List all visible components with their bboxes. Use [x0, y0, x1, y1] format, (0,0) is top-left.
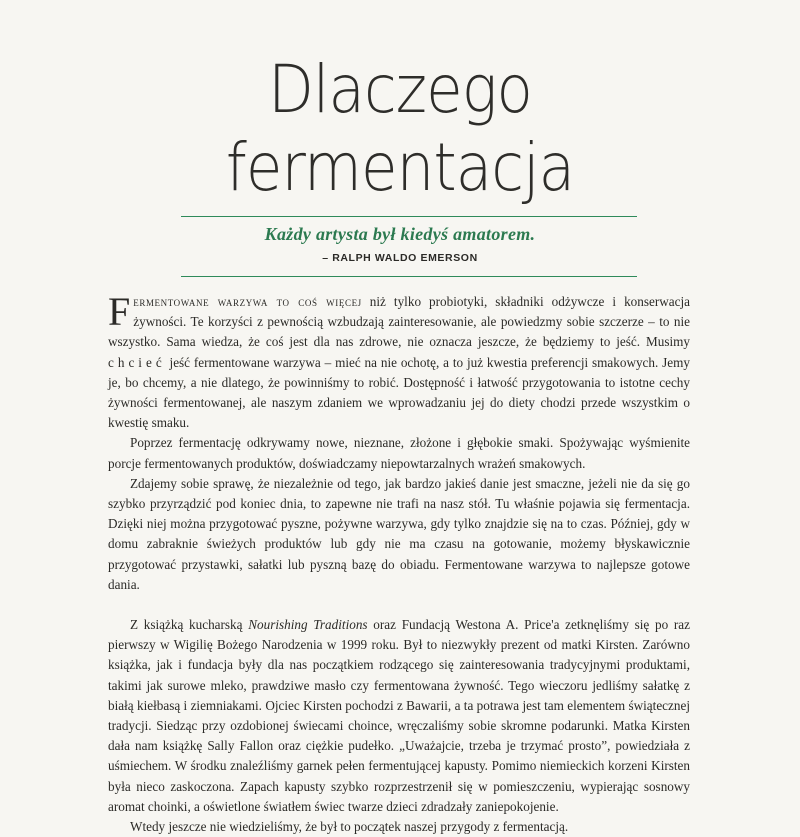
epigraph-bottom-rule [181, 276, 637, 277]
paragraph-5: Wtedy jeszcze nie wiedzieliśmy, że był to początek naszej przygody z fermentacją. [130, 819, 569, 835]
paragraph-1-text-a: niż tylko probiotyki, składniki odżywcze i konserwacja żywności. Te korzyści z pewnością wzbudzają zainteresowanie, ale powiedzmy sobie szczerze – to nie wszystko. Sama wiedza, że coś jest dla nas zdrowe, nie oznacza jeszcze, że będziemy to jeść. Musimy [108, 294, 690, 350]
drop-cap: F [108, 289, 131, 334]
epigraph-quote: Każdy artysta był kiedyś amatorem. [264, 224, 536, 244]
book-title: Nourishing Traditions [248, 617, 368, 633]
chapter-title-line1: Dlaczego [268, 51, 532, 128]
paragraph-4-text-a: Z książką kucharską [130, 617, 249, 633]
paragraph-1-text-b: jeść fermentowane warzywa – mieć na nie ochotę, a to już kwestia preferencji smakowych. Jemy je, bo chcemy, a nie dlatego, że powinniśmy to robić. Dostępność i łatwość przygotowania to istotne cechy żywności fermentowanej, ale naszym zdaniem we wprowadzaniu jej do diety chodzi przede wszystkim o kwestię smaku. [108, 354, 690, 431]
chapter-title-line2: fermentacja [225, 129, 575, 206]
paragraph-1 [108, 289, 690, 433]
emphasized-word: chcieć [108, 354, 166, 370]
epigraph-top-rule [181, 216, 637, 217]
chapter-body [108, 289, 691, 837]
paragraph-3: Zdajemy sobie sprawę, że niezależnie od tego, jak bardzo jakieś danie jest smaczne, jeżeli nie da się go szybko przyrządzić pod koniec dnia, to zapewne nie trafi na nasz stół. Tu właśnie pojawia się fermentacja. Dzięki niej można przygotować pyszne, pożywne warzywa, gdy tylko znajdzie się na to czas. Później, gdy w domu zabraknie świeżych produktów lub gdy nie ma czasu na gotowanie, możemy błyskawicznie przygotować przystawki, sałatki lub pyszną bazę do obiadu. Fermentowane warzywa to najlepsze gotowe dania. [108, 475, 690, 592]
paragraph-4-text-b: oraz Fundacją Westona A. Price'a zetknęliśmy się po raz pierwszy w Wigilię Bożego Narodzenia w 1999 roku. Był to niezwykły prezent od matki Kirsten. Zarówno książka, jak i fundacja były dla nas początkiem rodzącego się zainteresowania tradycyjnymi produktami, takimi jak surowe mleko, prawdziwe masło czy fermentowana żywność. Tego wieczoru jedliśmy sałatkę z białą kiełbasą i ziemniakami. Ojciec Kirsten pochodzi z Bawarii, a ta potrawa jest tam elementem świątecznej tradycji. Siedząc przy ozdobionej świecami choince, wręczaliśmy sobie skromne podarunki. Matka Kirsten dała nam książkę Sally Fallon oraz ciężkie pudełko. „Uważajcie, trzeba je trzymać prosto”, powiedziała z uśmiechem. W środku znaleźliśmy garnek pełen fermentującej kapusty. Pomimo niemieckich korzeni Kirsten była nieco zaskoczona. Zapach kapusty szybko rozprzestrzenił się w pomieszczeniu, wypierając sosnowy aromat choinki, a oświetlone światłem świec twarze dzieci zdradzały zaniepokojenie. [108, 617, 691, 814]
paragraph-4 [108, 615, 690, 817]
paragraph-2: Poprzez fermentację odkrywamy nowe, nieznane, złożone i głębokie smaki. Spożywając wyśmienite porcje fermentowanych produktów, doświadczamy niepowtarzalnych wrażeń smakowych. [108, 435, 690, 471]
epigraph-author: – RALPH WALDO EMERSON [322, 252, 478, 264]
lead-in-text: ermentowane warzywa to coś więcej [133, 294, 362, 309]
